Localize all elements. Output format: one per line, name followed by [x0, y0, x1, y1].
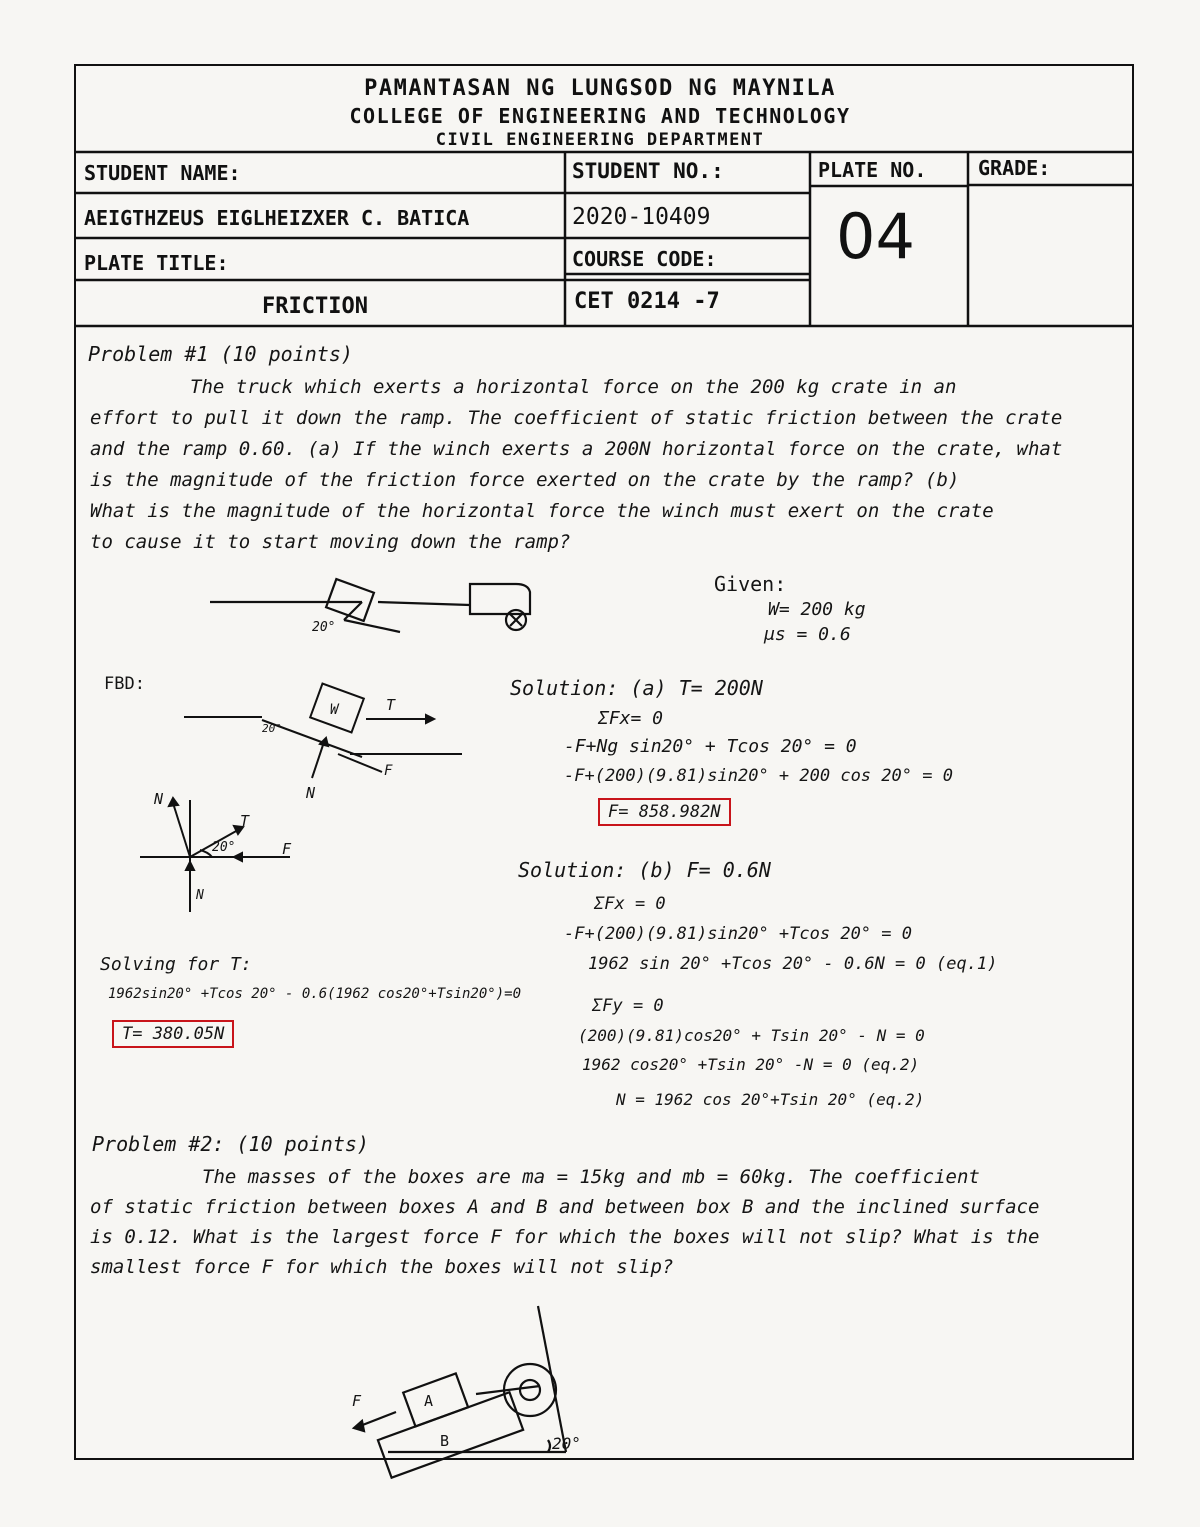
solution-a-line: -F+Ng sin20° + Tcos 20° = 0: [564, 736, 857, 757]
axes-tension-label: T: [240, 812, 250, 830]
student-name-value: AEIGTHZEUS EIGLHEIZXER C. BATICA: [84, 206, 470, 230]
ramp-angle-label: 20°: [312, 620, 336, 635]
incline-angle-label: 20°: [552, 1434, 581, 1453]
solution-a-header: Solution: (a) T= 200N: [510, 676, 763, 700]
solution-a-line: -F+(200)(9.81)sin20° + 200 cos 20° = 0: [564, 766, 953, 786]
department-title: CIVIL ENGINEERING DEPARTMENT: [435, 130, 765, 150]
solution-a-answer: F= 858.982N: [598, 798, 731, 826]
axes-angle-label: 20°: [212, 840, 236, 855]
solution-b-fy-line: (200)(9.81)cos20° + Tsin 20° - N = 0: [578, 1026, 925, 1045]
university-title: PAMANTASAN NG LUNGSOD NG MAYNILA: [364, 76, 836, 101]
problem2-line: The masses of the boxes are ma = 15kg and mb = 60kg. The coefficient: [202, 1166, 980, 1188]
problem1-line: and the ramp 0.60. (a) If the winch exerts a 200N horizontal force on the crate, what: [90, 438, 1063, 460]
fbd-weight-label: W: [330, 702, 339, 718]
solution-b-answer: T= 380.05N: [112, 1020, 234, 1048]
axes-normal-label: N: [154, 790, 164, 808]
solution-b-fy-line: N = 1962 cos 20°+Tsin 20° (eq.2): [616, 1090, 925, 1109]
box-b-label: B: [440, 1432, 450, 1450]
given-weight: W= 200 kg: [768, 599, 866, 620]
plate-title-label: PLATE TITLE:: [84, 251, 229, 275]
problem2-line: is 0.12. What is the largest force F for which the boxes will not slip? What is the: [90, 1226, 1040, 1248]
problem1-line: is the magnitude of the friction force exerted on the crate by the ramp? (b): [90, 469, 960, 491]
grade-label: GRADE:: [978, 156, 1051, 180]
problem2-line: smallest force F for which the boxes will not slip?: [90, 1256, 674, 1278]
plate-no-value: 04: [836, 200, 915, 273]
course-code-label: COURSE CODE:: [572, 247, 717, 271]
box-a-label: A: [424, 1392, 434, 1410]
solving-for-label: Solving for T:: [100, 954, 252, 975]
problem1-line: to cause it to start moving down the ramp?: [90, 531, 571, 553]
force-f-label: F: [352, 1392, 362, 1410]
student-no-value: 2020-10409: [572, 204, 711, 230]
student-no-label: STUDENT NO.:: [572, 159, 724, 183]
fbd-ramp-angle: 20°: [262, 722, 282, 735]
solution-b-line: ΣFx = 0: [594, 894, 666, 914]
solution-b-line: -F+(200)(9.81)sin20° +Tcos 20° = 0: [564, 924, 912, 944]
given-mu: μs = 0.6: [764, 624, 851, 645]
plate-title-value: FRICTION: [262, 294, 368, 319]
solution-b-header: Solution: (b) F= 0.6N: [518, 858, 771, 882]
axes-friction-label: F: [282, 840, 292, 858]
solving-equation: 1962sin20° +Tcos 20° - 0.6(1962 cos20°+Tsin20°)=0: [108, 986, 522, 1002]
solution-a-line: ΣFx= 0: [598, 708, 664, 729]
student-name-label: STUDENT NAME:: [84, 161, 241, 185]
solution-b-fy-line: 1962 cos20° +Tsin 20° -N = 0 (eq.2): [582, 1055, 920, 1074]
axes-weight-label: N: [196, 888, 204, 903]
college-title: COLLEGE OF ENGINEERING AND TECHNOLOGY: [349, 104, 851, 128]
plate-no-label: PLATE NO.: [818, 158, 927, 182]
problem2-heading: Problem #2: (10 points): [92, 1132, 369, 1156]
given-label: Given:: [714, 572, 787, 596]
solution-b-line: 1962 sin 20° +Tcos 20° - 0.6N = 0 (eq.1): [588, 954, 998, 974]
problem1-line: effort to pull it down the ramp. The coefficient of static friction between the crate: [90, 407, 1063, 429]
problem2-line: of static friction between boxes A and B and between box B and the inclined surface: [90, 1196, 1040, 1218]
problem1-line: The truck which exerts a horizontal force on the 200 kg crate in an: [190, 376, 957, 398]
fbd-label: FBD:: [104, 674, 145, 694]
course-code-value: CET 0214 -7: [574, 289, 720, 314]
solution-b-fy-line: ΣFy = 0: [592, 996, 664, 1016]
problem1-heading: Problem #1 (10 points): [88, 342, 353, 366]
fbd-normal-label: N: [306, 784, 316, 802]
fbd-friction-label: F: [384, 763, 393, 779]
problem1-line: What is the magnitude of the horizontal force the winch must exert on the crate: [90, 500, 994, 522]
fbd-tension-label: T: [386, 696, 396, 714]
